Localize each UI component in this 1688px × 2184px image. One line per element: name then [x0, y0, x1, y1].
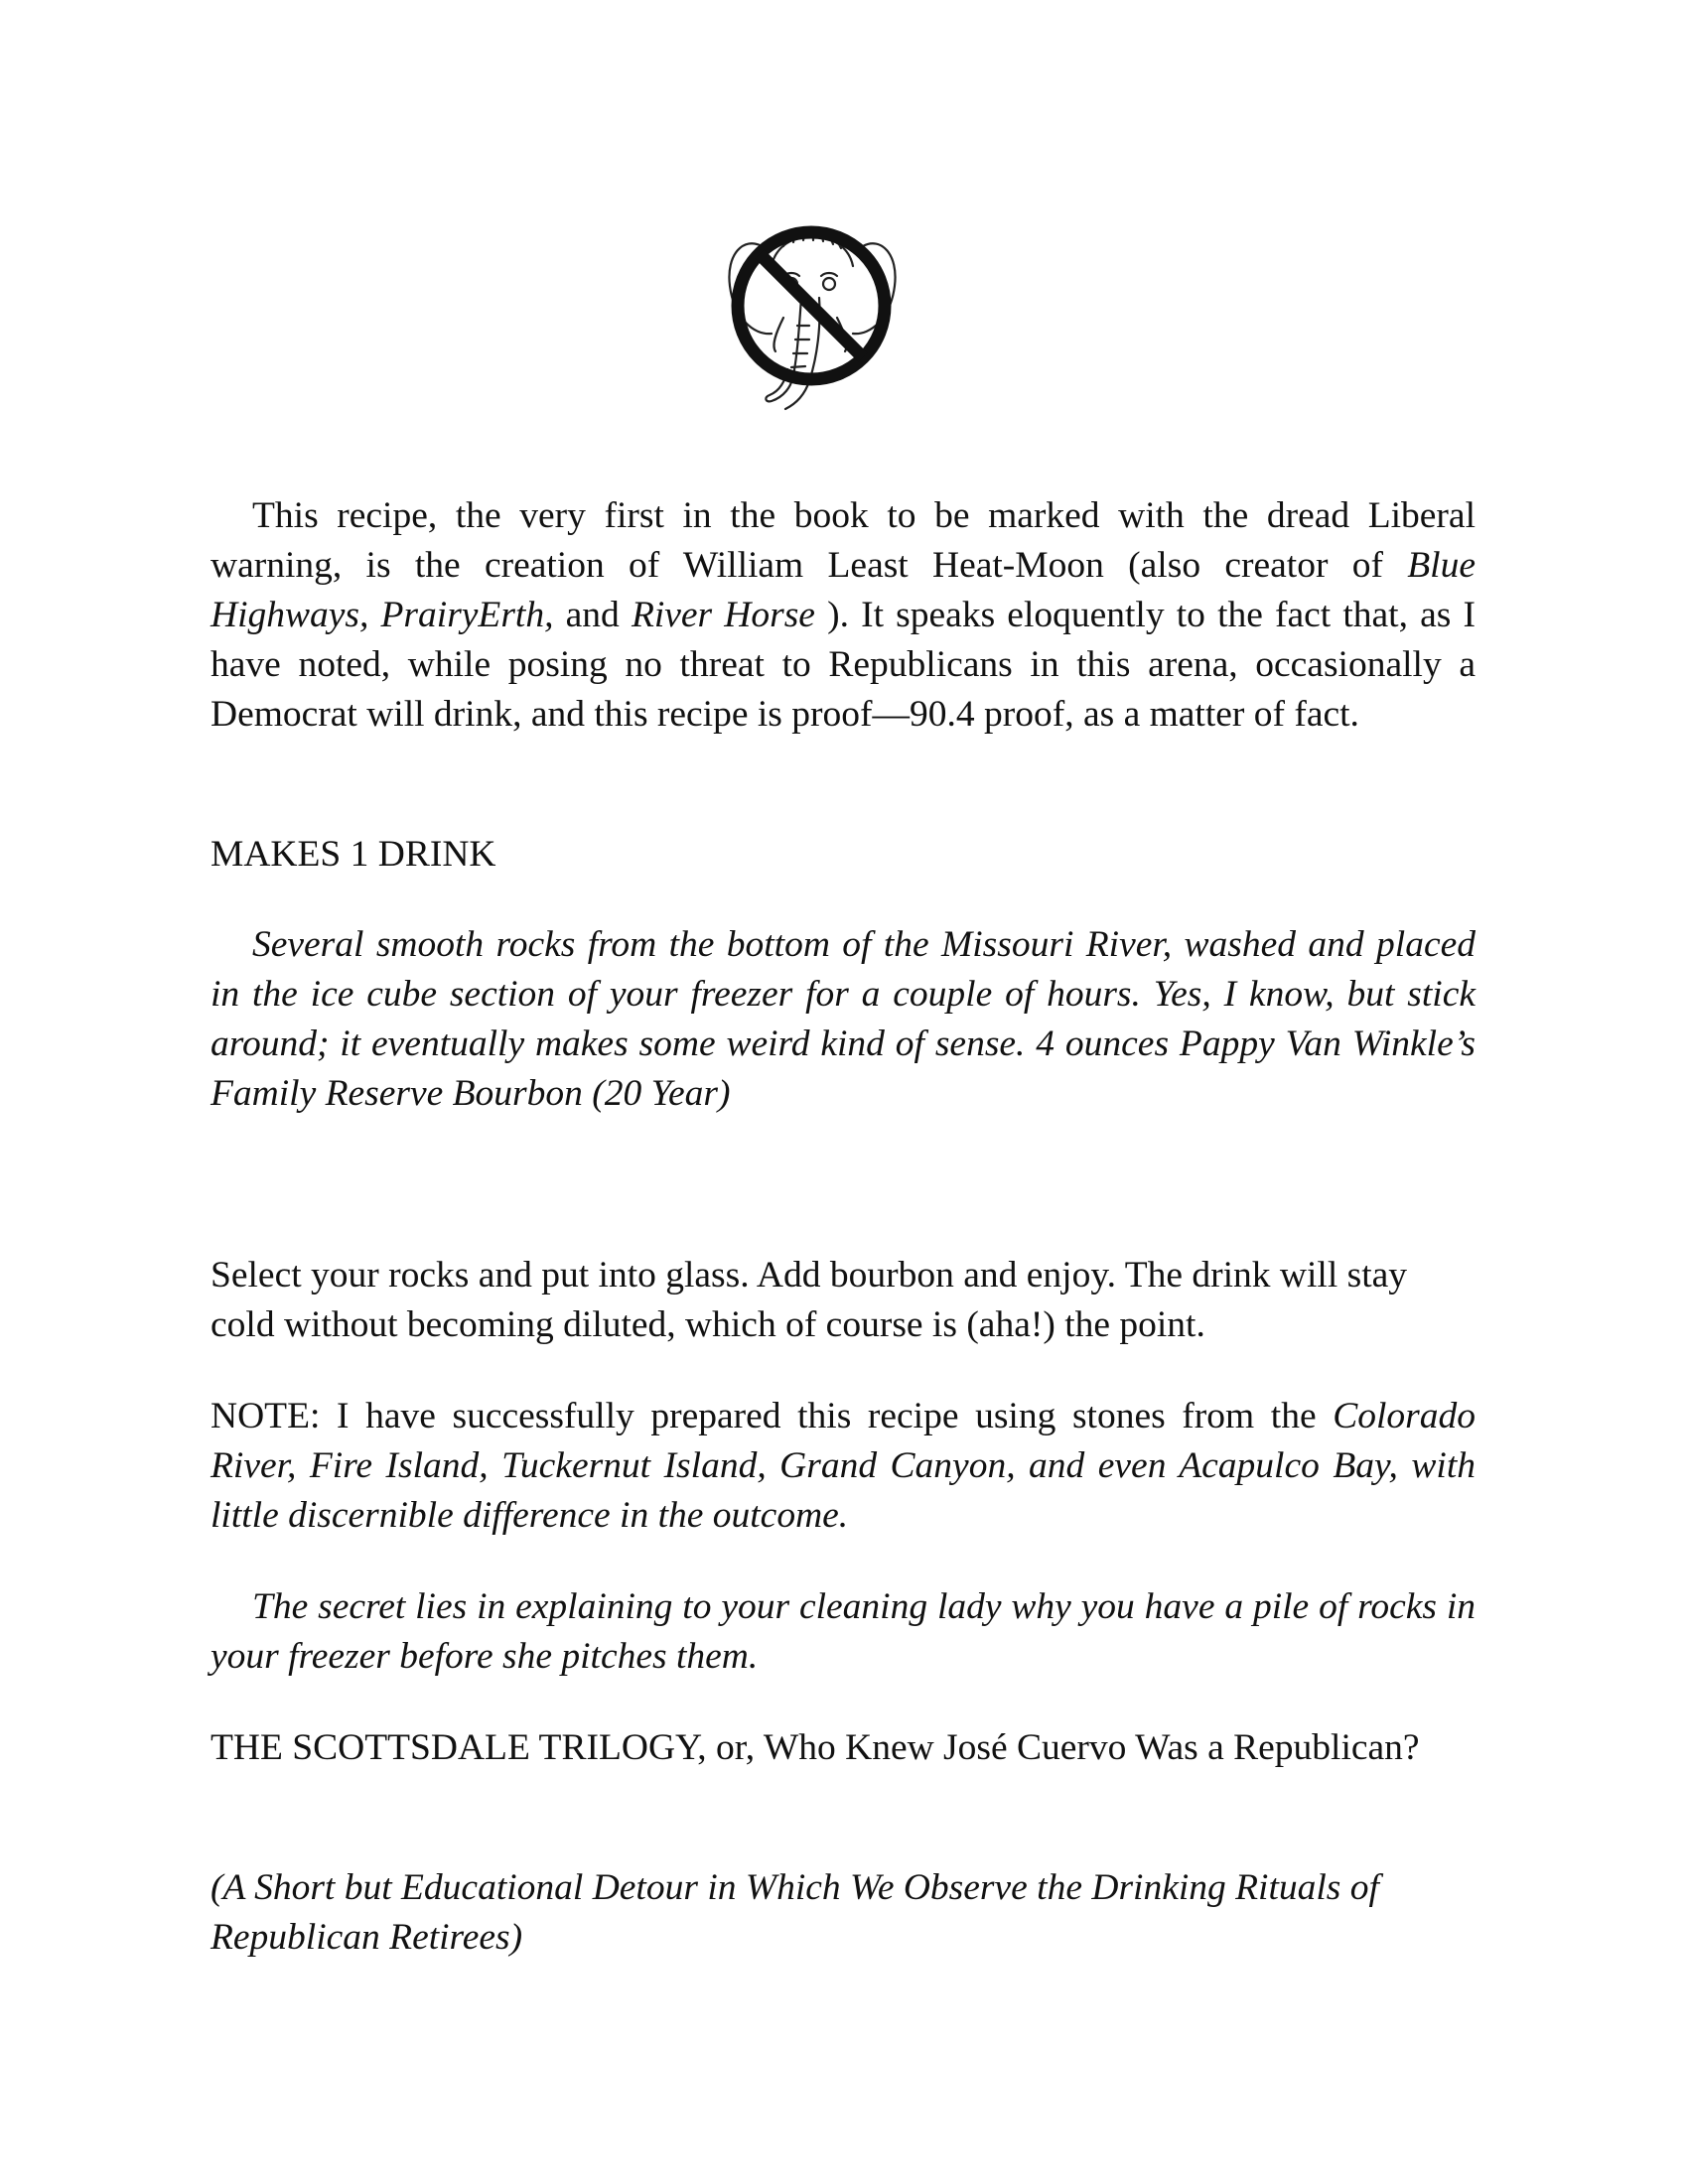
no-elephant-icon [714, 206, 909, 425]
intro-text-2: and [553, 595, 632, 635]
directions-paragraph: Select your rocks and put into glass. Add bourbon and enjoy. The drink will stay cold without becoming diluted, which of course is (aha!) the point. [211, 1255, 1408, 1345]
note-places: Colorado River, Fire Island, Tuckernut Island, Grand Canyon, and even Acapulco Bay, with little discernible difference in the outcome. [211, 1396, 1476, 1536]
book-title-2: River Horse [631, 595, 815, 635]
intro-text-1: This recipe, the very first in the book to be marked with the dread Liberal warning, is the creation of William Least Heat-Moon (also creator of [211, 495, 1476, 586]
recipe-yield: MAKES 1 DRINK [211, 834, 496, 875]
note-paragraph [211, 1392, 1476, 1541]
next-section-subtitle: (A Short but Educational Detour in Which We Observe the Drinking Rituals of Republican Retirees) [211, 1867, 1379, 1958]
next-section-title: THE SCOTTSDALE TRILOGY, or, Who Knew José Cuervo Was a Republican? [211, 1727, 1420, 1768]
note-lead: NOTE: I have successfully prepared this recipe using stones from the [211, 1396, 1334, 1436]
book-titles-1: Blue Highways, PrairyErth, [211, 545, 1476, 635]
secret-paragraph: The secret lies in explaining to your cleaning lady why you have a pile of rocks in your freezer before she pitches them. [211, 1586, 1476, 1677]
intro-paragraph [211, 491, 1476, 740]
intro-text-3: ). It speaks eloquently to the fact that, as I have noted, while posing no threat to Republicans in this arena, occasionally a Democrat will drink, and this recipe is proof—90.4 proof, as a matter of fact. [211, 595, 1477, 735]
ingredients-paragraph: Several smooth rocks from the bottom of the Missouri River, washed and placed in the ice cube section of your freezer for a couple of hours. Yes, I know, but stick around; it eventually makes some weird kind of sense. 4 ounces Pappy Van Winkle’s Family Reserve Bourbon (20 Year) [211, 924, 1476, 1114]
